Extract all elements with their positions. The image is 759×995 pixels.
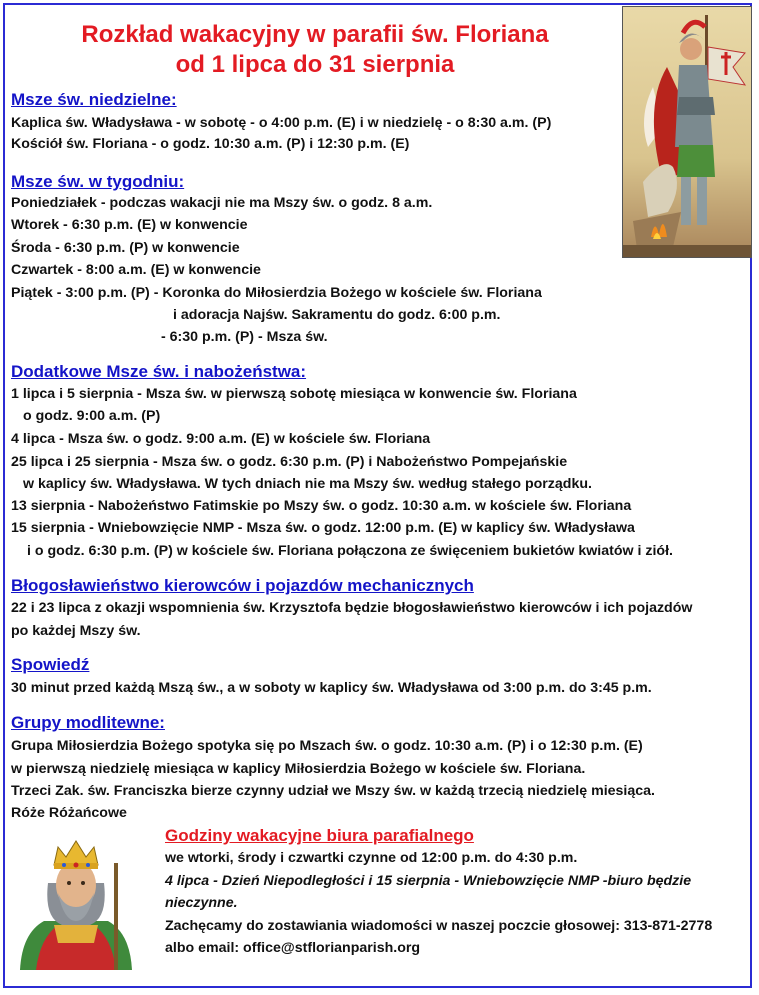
section-heading-weekday-masses: Msze św. w tygodniu:	[11, 172, 185, 191]
sunday-line: Kaplica św. Władysława - w sobotę - o 4:00 p.m. (E) i w niedzielę - o 8:30 a.m. (P)	[11, 115, 552, 131]
blessing-line: 22 i 23 lipca z okazji wspomnienia św. Krzysztofa będzie błogosławieństwo kierowców i ich pojazdów	[11, 600, 693, 616]
weekday-line: Czwartek - 8:00 a.m. (E) w konwencie	[11, 262, 261, 278]
weekday-line: Wtorek - 6:30 p.m. (E) w konwencie	[11, 217, 248, 233]
section-heading-sunday-masses: Msze św. niedzielne:	[11, 90, 177, 109]
section-heading-additional-masses: Dodatkowe Msze św. i nabożeństwa:	[11, 362, 307, 381]
extra-line: 25 lipca i 25 sierpnia - Msza św. o godz. 6:30 p.m. (P) i Nabożeństwo Pompejańskie	[11, 454, 568, 470]
extra-line: 1 lipca i 5 sierpnia - Msza św. w pierwszą sobotę miesiąca w konwencie św. Floriana	[11, 386, 577, 402]
page-title-line-2: od 1 lipca do 31 sierpnia	[175, 51, 455, 78]
king-saint-icon	[14, 833, 138, 970]
weekday-line: - 6:30 p.m. (P) - Msza św.	[161, 329, 328, 345]
groups-line: Trzeci Zak. św. Franciszka bierze czynny udział we Mszy św. w każdą trzecią niedzielę miesiąca.	[11, 783, 655, 799]
section-heading-confession: Spowiedź	[11, 655, 90, 674]
extra-line: 15 sierpnia - Wniebowzięcie NMP - Msza św. o godz. 12:00 p.m. (E) w kaplicy św. Władysława	[11, 520, 635, 536]
weekday-line: i adoracja Najśw. Sakramentu do godz. 6:00 p.m.	[173, 307, 501, 323]
extra-line: w kaplicy św. Władysława. W tych dniach nie ma Mszy św. według stałego porządku.	[23, 476, 592, 492]
page-title-line-1: Rozkład wakacyjny w parafii św. Floriana	[81, 21, 549, 48]
sunday-line: Kościół św. Floriana - o godz. 10:30 a.m. (P) i 12:30 p.m. (E)	[11, 136, 410, 152]
section-heading-office-hours: Godziny wakacyjne biura parafialnego	[165, 826, 474, 845]
blessing-line: po każdej Mszy św.	[11, 623, 141, 639]
weekday-line: Poniedziałek - podczas wakacji nie ma Mszy św. o godz. 8 a.m.	[11, 195, 433, 211]
extra-line: 13 sierpnia - Nabożeństwo Fatimskie po Mszy św. o godz. 10:30 a.m. w kościele św. Floriana	[11, 498, 632, 514]
extra-line: 4 lipca - Msza św. o godz. 9:00 a.m. (E) w kościele św. Floriana	[11, 431, 431, 447]
extra-line: i o godz. 6:30 p.m. (P) w kościele św. Floriana połączona ze święceniem bukietów kwiatów i ziół.	[27, 543, 673, 559]
groups-line: Grupa Miłosierdzia Bożego spotyka się po Mszach św. o godz. 10:30 a.m. (P) i o 12:30 p.m. (E)	[11, 738, 643, 754]
confession-line: 30 minut przed każdą Mszą św., a w soboty w kaplicy św. Władysława od 3:00 p.m. do 3:45 p.m.	[11, 680, 652, 696]
office-line: we wtorki, środy i czwartki czynne od 12:00 p.m. do 4:30 p.m.	[165, 850, 578, 866]
office-email-line: albo email: office@stflorianparish.org	[165, 940, 421, 956]
groups-line: w pierwszą niedzielę miesiąca w kaplicy Miłosierdzia Bożego w kościele św. Floriana.	[11, 761, 586, 777]
weekday-line: Środa - 6:30 p.m. (P) w konwencie	[11, 240, 240, 256]
st-florian-painting	[622, 6, 752, 258]
office-line: nieczynne.	[165, 895, 238, 911]
section-heading-vehicle-blessing: Błogosławieństwo kierowców i pojazdów mechanicznych	[11, 576, 474, 595]
office-line: Zachęcamy do zostawiania wiadomości w naszej poczcie głosowej: 313-871-2778	[165, 918, 713, 934]
office-line: 4 lipca - Dzień Niepodległości i 15 sierpnia - Wniebowzięcie NMP -biuro będzie	[165, 873, 692, 889]
groups-line: Róże Różańcowe	[11, 805, 127, 821]
section-heading-prayer-groups: Grupy modlitewne:	[11, 713, 165, 732]
extra-line: o godz. 9:00 a.m. (P)	[23, 408, 161, 424]
weekday-line: Piątek - 3:00 p.m. (P) - Koronka do Miłosierdzia Bożego w kościele św. Floriana	[11, 285, 542, 301]
